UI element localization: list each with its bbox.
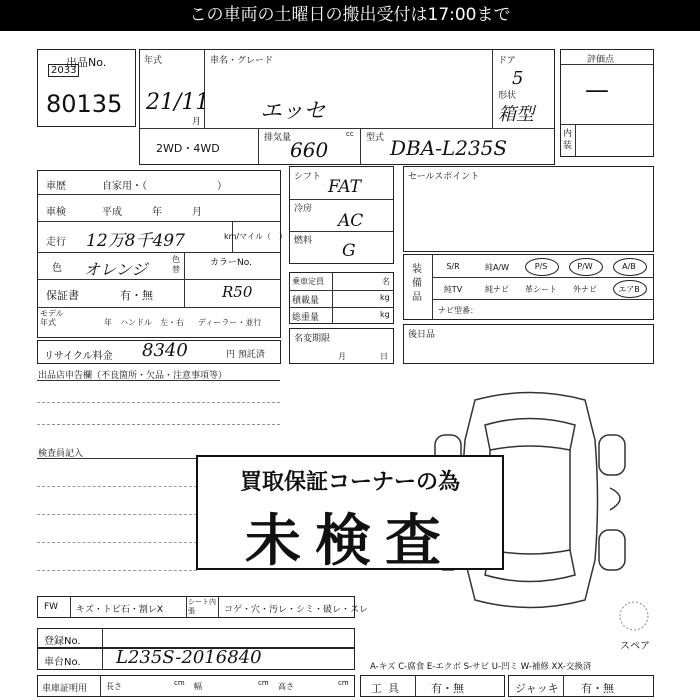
option-power-windows: P/W [577,262,593,271]
year-value: 21/11 [146,90,210,115]
year-label: 年式 [144,56,163,66]
option-navi: 純ナビ [485,285,509,294]
option-air-b: エアB [618,285,640,294]
certificate-row [37,675,355,697]
rating-label: 評価点 [587,55,615,65]
damage-code-legend: A-キズ C-腐食 E-エクボ S-サビ U-凹ミ W-補修 XX-交換済 [370,662,592,672]
change-unit-day: 日 [380,352,388,361]
dealer-label: ディーラー・並行 [198,318,262,327]
lot-number-header: 出品No. [66,56,107,69]
recycle-value: 8340 [142,340,188,361]
displacement-unit: cc [346,130,354,138]
lot-number-box [37,49,136,127]
fuel-value: G [342,241,356,261]
rating-value: — [585,76,609,104]
chassis-value: L235S-2016840 [116,647,262,668]
seller-notes-label: 出品店申告欄（不良箇所・欠品・注意事項等） [38,371,228,381]
weight-unit: kg [380,310,390,319]
shape-value: 箱型 [498,104,534,125]
fw-row [37,596,369,618]
length-unit: cm [174,679,185,687]
circle-mark-pw [569,258,603,276]
lot-small-number: 2033 [48,64,79,77]
model-year-unit: 年 [104,318,112,327]
vehicle-info-box [139,49,555,165]
inspection-label: 車検 [46,207,66,218]
recycle-unit: 円 預託済 [226,350,265,360]
spare-label: スペア [620,641,650,652]
chassis-label: 車台No. [44,657,81,668]
height-label: 高さ [278,682,294,691]
option-sunroof: S/R [446,262,460,271]
option-airbag: A/B [622,262,636,271]
sales-point-label: セールスポイント [408,172,480,182]
displacement-label: 排気量 [264,133,292,143]
length-label: 長さ [106,682,122,691]
width-label: 幅 [194,682,202,691]
name-value: エッセ [260,99,326,124]
capacity-unit: 名 [382,277,390,286]
saturday-notice-banner: この車両の土曜日の搬出受付は17:00まで [0,0,700,31]
rating-box [560,49,654,157]
drive-type: 2WD・4WD [156,142,220,155]
tools-row [360,675,505,697]
displacement-value: 660 [290,138,329,162]
name-label: 車名・グレード [210,56,274,66]
recycle-box [37,340,281,364]
seat-text: コゲ・穴・汚レ・シミ・破レ・スレ [224,605,369,615]
warranty-value: 有・無 [120,289,153,302]
not-inspected-stamp [196,455,504,574]
circle-mark-ab [613,258,647,276]
mileage-value: 12万8千497 [86,231,185,251]
name-change-box [289,328,394,364]
circle-mark-ps [525,258,559,276]
circle-mark-air-b [613,280,647,298]
inspection-value: 平成 年 月 [102,207,202,218]
stamp-line1: 買取保証コーナーの為 [239,470,460,495]
seat-label: シート内張 [188,598,216,615]
weight-label: 総重量 [292,313,320,323]
fw-label: FW [44,602,59,612]
model-year-label: モデル年式 [40,309,64,327]
model-label: 型式 [366,133,385,143]
load-label: 積載量 [292,296,320,306]
color-label: 色 [52,263,62,274]
handle-label: ハンドル 左・右 [120,318,184,327]
height-unit: cm [338,679,349,687]
jack-value: 有・無 [581,682,614,695]
change-label: 名変期限 [294,334,331,344]
doors-label: ドア [498,56,516,66]
width-unit: cm [258,679,269,687]
chassis-row [37,648,355,670]
equipment-label: 装備品 [412,264,422,303]
recycle-label: リサイクル料金 [44,351,113,362]
shape-label: 形状 [498,91,517,101]
navi-model-label: ナビ型番： [438,306,478,315]
mileage-unit: km/マイル（ ） [224,232,287,241]
load-unit: kg [380,293,390,302]
option-alloy-wheels: 純A/W [484,263,510,272]
spare-tire-icon [618,600,650,632]
stamp-line2: 未検査 [245,509,455,574]
ac-value: AC [338,211,364,231]
capacity-label: 乗車定員 [292,277,324,286]
mileage-label: 走行 [46,237,66,248]
sales-point-box [403,166,654,252]
ac-label: 冷房 [294,204,313,214]
option-ext-navi: 外ナビ [573,285,597,294]
color-change-label: 色替 [172,255,180,274]
usage-value: 自家用・（ ） [102,181,227,192]
color-value: オレンジ [84,260,148,279]
lot-number: 80135 [46,90,123,118]
doors-value: 5 [512,68,524,89]
history-box [37,170,287,338]
shift-value: FAT [328,177,362,197]
fuel-label: 燃料 [294,236,313,246]
shift-label: シフト [294,172,322,182]
certificate-label: 車庫証明用 [42,684,88,694]
change-unit-month: 月 [338,352,346,361]
model-value: DBA-L235S [390,136,508,160]
delivery-later-label: 後日品 [408,330,436,340]
tools-value: 有・無 [431,682,464,695]
registration-row [37,628,355,648]
option-tv: 純TV [443,285,463,294]
usage-label: 車歴 [46,181,66,192]
option-leather: 革シート [525,285,557,294]
fw-text: キズ・トビ石・割レX [76,605,163,615]
registration-label: 登録No. [44,636,81,647]
jack-row [508,675,654,697]
inspector-notes-label: 検査員記入 [38,449,84,459]
warranty-note: R50 [222,283,253,301]
delivery-later-box [403,324,654,364]
mechanical-box [289,166,394,264]
equipment-box [403,254,654,320]
color-no-label: カラーNo. [210,258,252,268]
jack-label: ジャッキ [515,682,559,695]
capacity-box [289,272,394,324]
tools-label: 工具 [371,682,405,695]
year-unit: 月 [192,117,202,127]
warranty-label: 保証書 [46,289,79,302]
option-power-steering: P/S [534,262,548,271]
interior-label: 内装 [563,129,573,151]
